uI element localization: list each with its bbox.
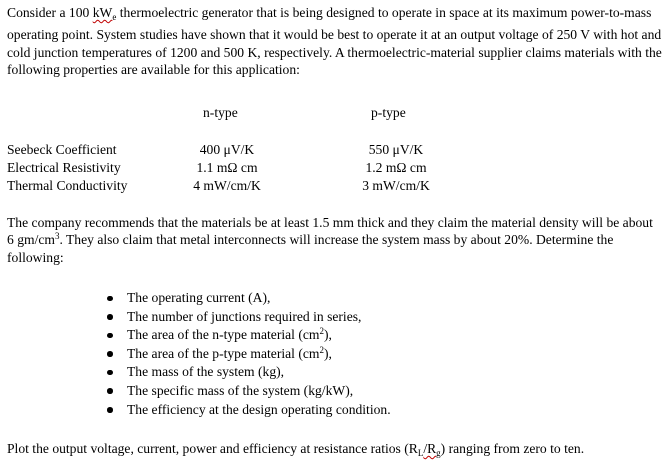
property-n-value: 4 mW/cm/K: [193, 178, 261, 193]
requirements-text-1: The company recommends that the materials be at least 1.5 mm thick and they claim the material density will be about 6 gm/cm: [7, 215, 653, 248]
question-list: [105, 289, 391, 419]
property-row: [7, 159, 527, 177]
property-p-value: 1.2 mΩ cm: [365, 160, 427, 175]
property-name: Seebeck Coefficient: [7, 142, 117, 157]
bullet-icon: [107, 388, 113, 394]
bullet-icon: [107, 407, 113, 413]
superscript-2: 2: [319, 326, 324, 337]
unit-kw: kW: [92, 5, 113, 20]
property-n-value: 1.1 mΩ cm: [196, 160, 258, 175]
plot-text-1: Plot the output voltage, current, power and efficiency at resistance ratios (R: [7, 441, 418, 456]
property-name: Thermal Conductivity: [7, 178, 128, 193]
question-item: [105, 401, 391, 420]
property-name: Electrical Resistivity: [7, 160, 121, 175]
question-item: [105, 382, 391, 401]
ratio-denominator: [423, 441, 440, 456]
bullet-icon: [107, 370, 113, 376]
question-text: The mass of the system (kg),: [127, 364, 285, 380]
property-p-value: 550 μV/K: [368, 142, 424, 157]
question-item: [105, 308, 391, 327]
superscript-3: 3: [54, 231, 60, 242]
properties-table: [7, 141, 527, 195]
bullet-icon: [107, 314, 113, 320]
question-item: [105, 363, 391, 382]
column-header-n-type: n-type: [203, 105, 238, 120]
unit-kwe: [93, 5, 117, 20]
plot-text-2: ) ranging from zero to ten.: [440, 441, 585, 456]
question-text-post: ),: [323, 345, 332, 361]
bullet-icon: [107, 333, 113, 339]
question-item: [105, 289, 391, 308]
intro-paragraph: [7, 4, 662, 79]
ratio-slash-r: /R: [423, 441, 437, 456]
question-text: The number of junctions required in series,: [127, 308, 362, 324]
intro-text-1: Consider a 100: [7, 5, 93, 20]
question-item: [105, 345, 391, 364]
intro-text-2: thermoelectric generator that is being designed to operate in space at its maximum power-to-mass operating point. System studies have shown that it would be best to operate it at an output voltage of 250 V with hot and cold junction temperatures of 1200 and 500 K, respectively. A thermoelectric-material supplier claims materials with the following properties are available for this application:: [7, 5, 662, 78]
subscript-l: L: [417, 448, 424, 458]
property-n-value: 400 μV/K: [199, 142, 255, 157]
subscript-g: g: [436, 448, 441, 458]
question-text-post: ),: [323, 327, 332, 343]
requirements-paragraph: [7, 214, 657, 266]
question-item: [105, 326, 391, 345]
question-text: The efficiency at the design operating condition.: [127, 401, 391, 417]
property-row: [7, 141, 527, 159]
property-row: [7, 177, 527, 195]
bullet-icon: [107, 351, 113, 357]
property-p-value: 3 mW/cm/K: [362, 178, 430, 193]
plot-instruction-paragraph: [7, 440, 663, 462]
question-text-pre: The area of the n-type material (cm: [127, 327, 320, 343]
question-text: The operating current (A),: [127, 290, 271, 305]
column-header-p-type: p-type: [371, 105, 406, 120]
bullet-icon: [107, 296, 113, 302]
question-text-pre: The area of the p-type material (cm: [127, 345, 320, 361]
superscript-2: 2: [319, 344, 324, 355]
unit-subscript-e: e: [112, 12, 117, 22]
question-text: The specific mass of the system (kg/kW),: [127, 382, 354, 398]
requirements-text-2: . They also claim that metal interconnects will increase the system mass by about 20%. Determine the following:: [7, 232, 614, 265]
